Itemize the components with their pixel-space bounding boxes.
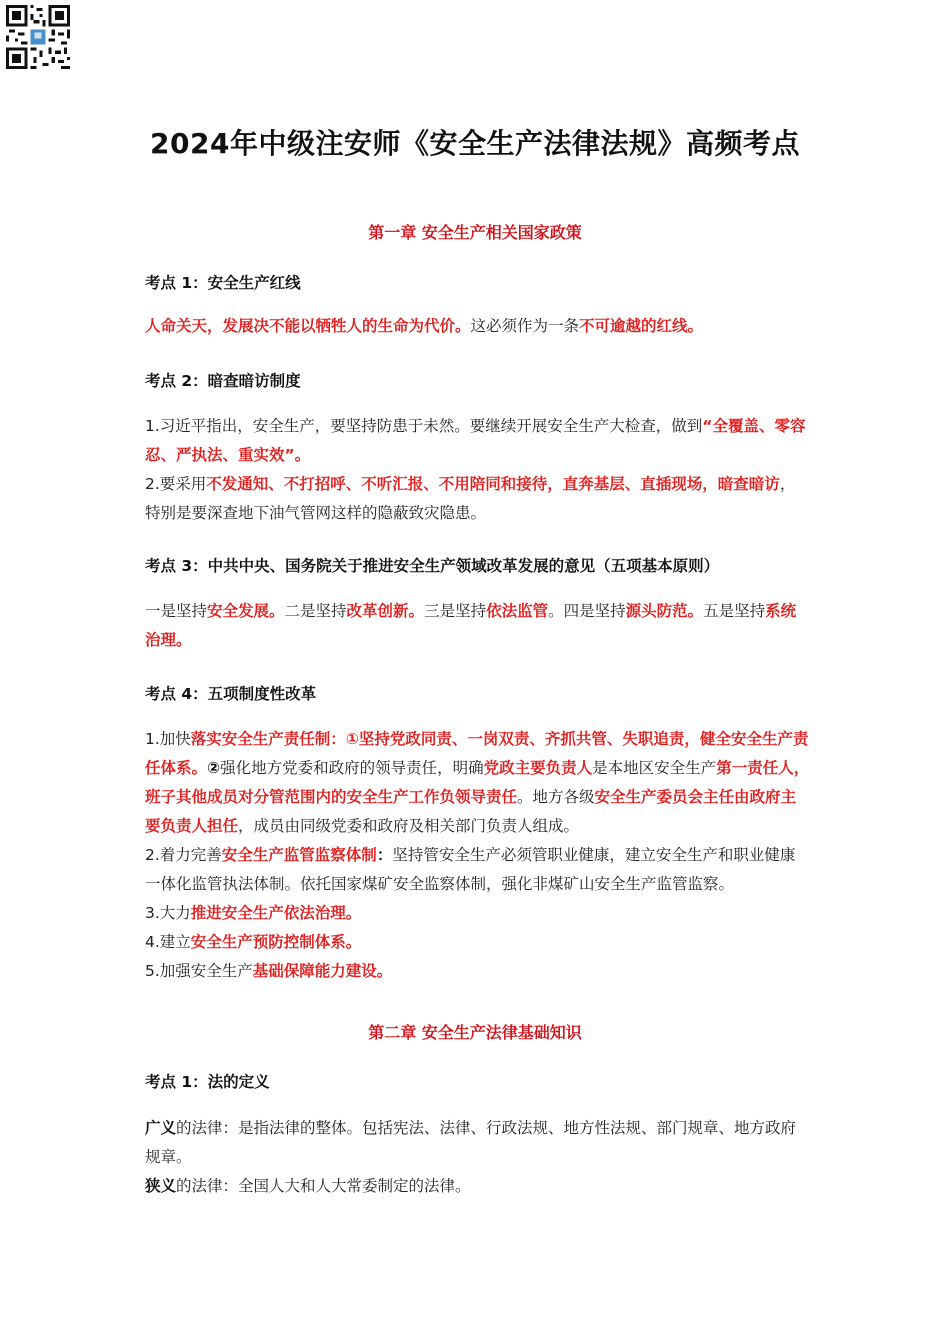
kp4-paragraph: 1.加快落实安全生产责任制：①坚持党政同责、一岗双责、齐抓共管、失职追责，健全安全生产责任体系。②强化地方党委和政府的领导责任，明确党政主要负责人是本地区安全生产第一责任人，班子其他成员对分管范围内的安全生产工作负领导责任。地方各级安全生产委员会主任由政府主要负责人担任，成员由同级党委和政府及相关部门负责人组成。 2.着力完善安全生产监管监察体制：坚持管安全生产必须管职业健康，建立安全生产和职业健康一体化监管执法体制。依托国家煤矿安全监察体制，强化非煤矿山安全生产监管监察。 3.大力推进安全生产依法治理。 4.建立安全生产预防控制体系。 5.加强安全生产基础保障能力建设。 bbox=[145, 730, 810, 980]
kp3-heading: 考点 3：中共中央、国务院关于推进安全生产领域改革发展的意见（五项基本原则） bbox=[145, 557, 720, 575]
kp4-heading: 考点 4：五项制度性改革 bbox=[145, 685, 317, 703]
ch2-kp1-heading: 考点 1：法的定义 bbox=[145, 1073, 270, 1091]
kp2-paragraph: 1.习近平指出，安全生产，要坚持防患于未然。要继续开展安全生产大检查，做到“全覆盖、零容忍、严执法、重实效”。 2.要采用不发通知、不打招呼、不听汇报、不用陪同和接待，直奔基层、直插现场，暗查暗访，特别是要深查地下油气管网这样的隐蔽致灾隐患。 bbox=[145, 417, 806, 522]
kp3-paragraph: 一是坚持安全发展。二是坚持改革创新。三是坚持依法监管。四是坚持源头防范。五是坚持系统治理。 bbox=[145, 602, 797, 649]
kp2-heading: 考点 2：暗查暗访制度 bbox=[145, 372, 301, 390]
document-title: 2024年中级注安师《安全生产法律法规》高频考点 bbox=[150, 127, 800, 160]
qr-code-icon bbox=[6, 4, 70, 70]
kp1-heading: 考点 1：安全生产红线 bbox=[145, 274, 301, 292]
kp1-paragraph: 人命关天，发展决不能以牺牲人的生命为代价。这必须作为一条不可逾越的红线。 bbox=[145, 317, 704, 335]
ch2-kp1-paragraph: 广义的法律：是指法律的整体。包括宪法、法律、行政法规、地方性法规、部门规章、地方政府规章。 狭义的法律：全国人大和人大常委制定的法律。 bbox=[145, 1119, 797, 1195]
chapter-2-heading: 第二章 安全生产法律基础知识 bbox=[368, 1023, 582, 1042]
chapter-1-heading: 第一章 安全生产相关国家政策 bbox=[368, 223, 582, 242]
